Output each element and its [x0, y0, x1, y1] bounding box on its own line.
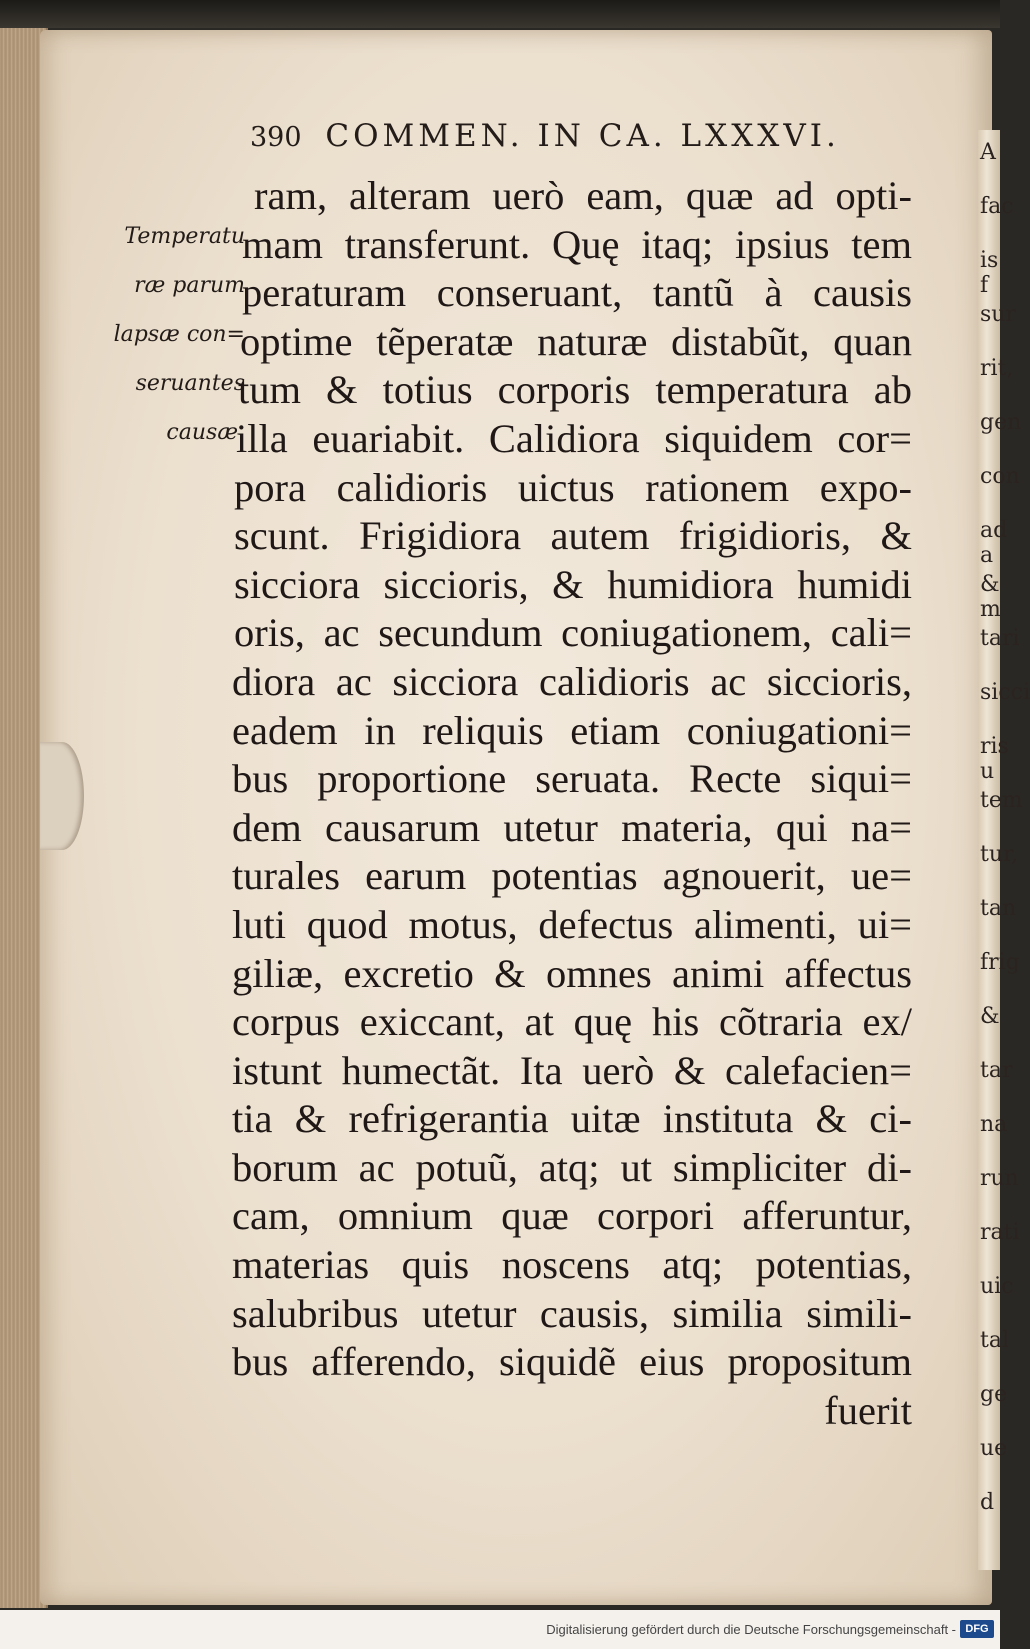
margin-note-line: seruantes: [135, 371, 245, 396]
right-page-fragment: gen: [980, 410, 1022, 435]
text-line: illa euariabit. Calidiora siquidem cor=: [236, 415, 912, 461]
text-line: dem causarum utetur materia, qui na=: [232, 804, 912, 850]
text-line: diora ac sicciora calidioris ac siccioris,: [232, 658, 912, 704]
right-page-fragment: ris u: [980, 734, 1009, 784]
page-number: 390: [250, 122, 302, 153]
text-line: scunt. Frigidiora autem frigidioris, &: [234, 513, 912, 559]
text-line: oris, ac secundum coniugationem, cali=: [234, 610, 912, 656]
text-line: tum & totius corporis temperatura ab: [238, 367, 912, 413]
text-line: giliæ, excretio & omnes animi affectus: [232, 950, 912, 996]
text-line: optime tẽperatæ naturæ distabũt, quan: [240, 318, 912, 364]
dfg-logo: DFG: [960, 1620, 994, 1638]
right-page-fragment: tal: [980, 1328, 1009, 1353]
text-line: luti quod motus, defectus alimenti, ui=: [232, 901, 912, 947]
right-page-fragment: tem: [980, 788, 1023, 813]
right-page-fragment: tan: [980, 896, 1017, 921]
right-page-fragment: uic: [980, 1274, 1014, 1299]
page-title: COMMEN. IN CA. LXXXVI.: [325, 118, 840, 154]
text-line: materias quis noscens atq; potentias,: [232, 1242, 912, 1288]
right-page-fragment: rati: [980, 1220, 1020, 1245]
right-page-fragment: is f: [980, 248, 999, 298]
right-page-fragment: tar: [980, 1058, 1013, 1083]
text-line: mam transferunt. Quę itaq; ipsius tem: [242, 221, 912, 267]
margin-note-line: Temperatu: [124, 224, 245, 249]
margin-note: [90, 212, 245, 457]
right-page-fragment: rit,: [980, 356, 1014, 381]
right-page-fragment: ge: [980, 1382, 1008, 1407]
text-line: salubribus utetur causis, similia simili-: [232, 1290, 912, 1336]
text-line: corpus exiccant, at quę his cõtraria ex/: [232, 999, 912, 1045]
catchword: fuerit: [824, 1387, 912, 1433]
right-page-fragment: con: [980, 464, 1020, 489]
right-page-fragment: na: [980, 1112, 1008, 1137]
right-page-fragment: & m: [980, 572, 1001, 622]
running-head: [250, 118, 910, 154]
text-line: borum ac potuũ, atq; ut simpliciter di-: [232, 1144, 912, 1190]
right-page-fragment: &: [980, 1004, 1000, 1029]
text-line: sicciora siccioris, & humidiora humidi: [234, 561, 912, 607]
right-page-fragment: fac: [980, 194, 1014, 219]
text-line: eadem in reliquis etiam coniugationi=: [232, 707, 912, 753]
margin-note-line: ræ parum: [134, 273, 245, 298]
text-line: bus proportione seruata. Recte siqui=: [232, 756, 912, 802]
margin-note-line: lapsæ con=: [113, 322, 245, 347]
right-page-fragment: sur: [980, 302, 1016, 327]
top-strip: [0, 0, 1000, 28]
right-page-fragment: sicci: [980, 680, 1030, 705]
text-line: ram, alteram uerò eam, quæ ad opti-: [254, 173, 912, 218]
right-page-fragment: d: [980, 1490, 995, 1515]
right-page-fragment: frig: [980, 950, 1020, 975]
text-line: peraturam conseruant, tantũ à causis: [242, 270, 912, 316]
main-text-block: [232, 172, 912, 1435]
footer-credit: Digitalisierung gefördert durch die Deutsche Forschungsgemeinschaft -: [546, 1622, 956, 1637]
margin-note-line: causæ.: [166, 420, 245, 445]
text-line: tia & refrigerantia uitæ instituta & ci-: [232, 1096, 912, 1142]
right-page-fragment: A: [980, 140, 996, 165]
right-page-edge: [978, 130, 1030, 1570]
text-line: bus afferendo, siquidẽ eius propositum: [232, 1339, 912, 1385]
text-line: pora calidioris uictus rationem expo-: [234, 464, 912, 510]
text-line: istunt humectãt. Ita uerò & calefacien=: [232, 1047, 912, 1093]
tab-notch: [40, 742, 84, 850]
text-line: turales earum potentias agnouerit, ue=: [232, 853, 912, 899]
right-page-fragment: tari: [980, 626, 1020, 651]
right-page-fragment: ue: [980, 1436, 1008, 1461]
right-page-fragment: run: [980, 1166, 1019, 1191]
right-page-fragment: tur,: [980, 842, 1019, 867]
right-page-fragment: ad a: [980, 518, 1008, 568]
text-line: cam, omnium quæ corpori afferuntur,: [232, 1193, 912, 1239]
